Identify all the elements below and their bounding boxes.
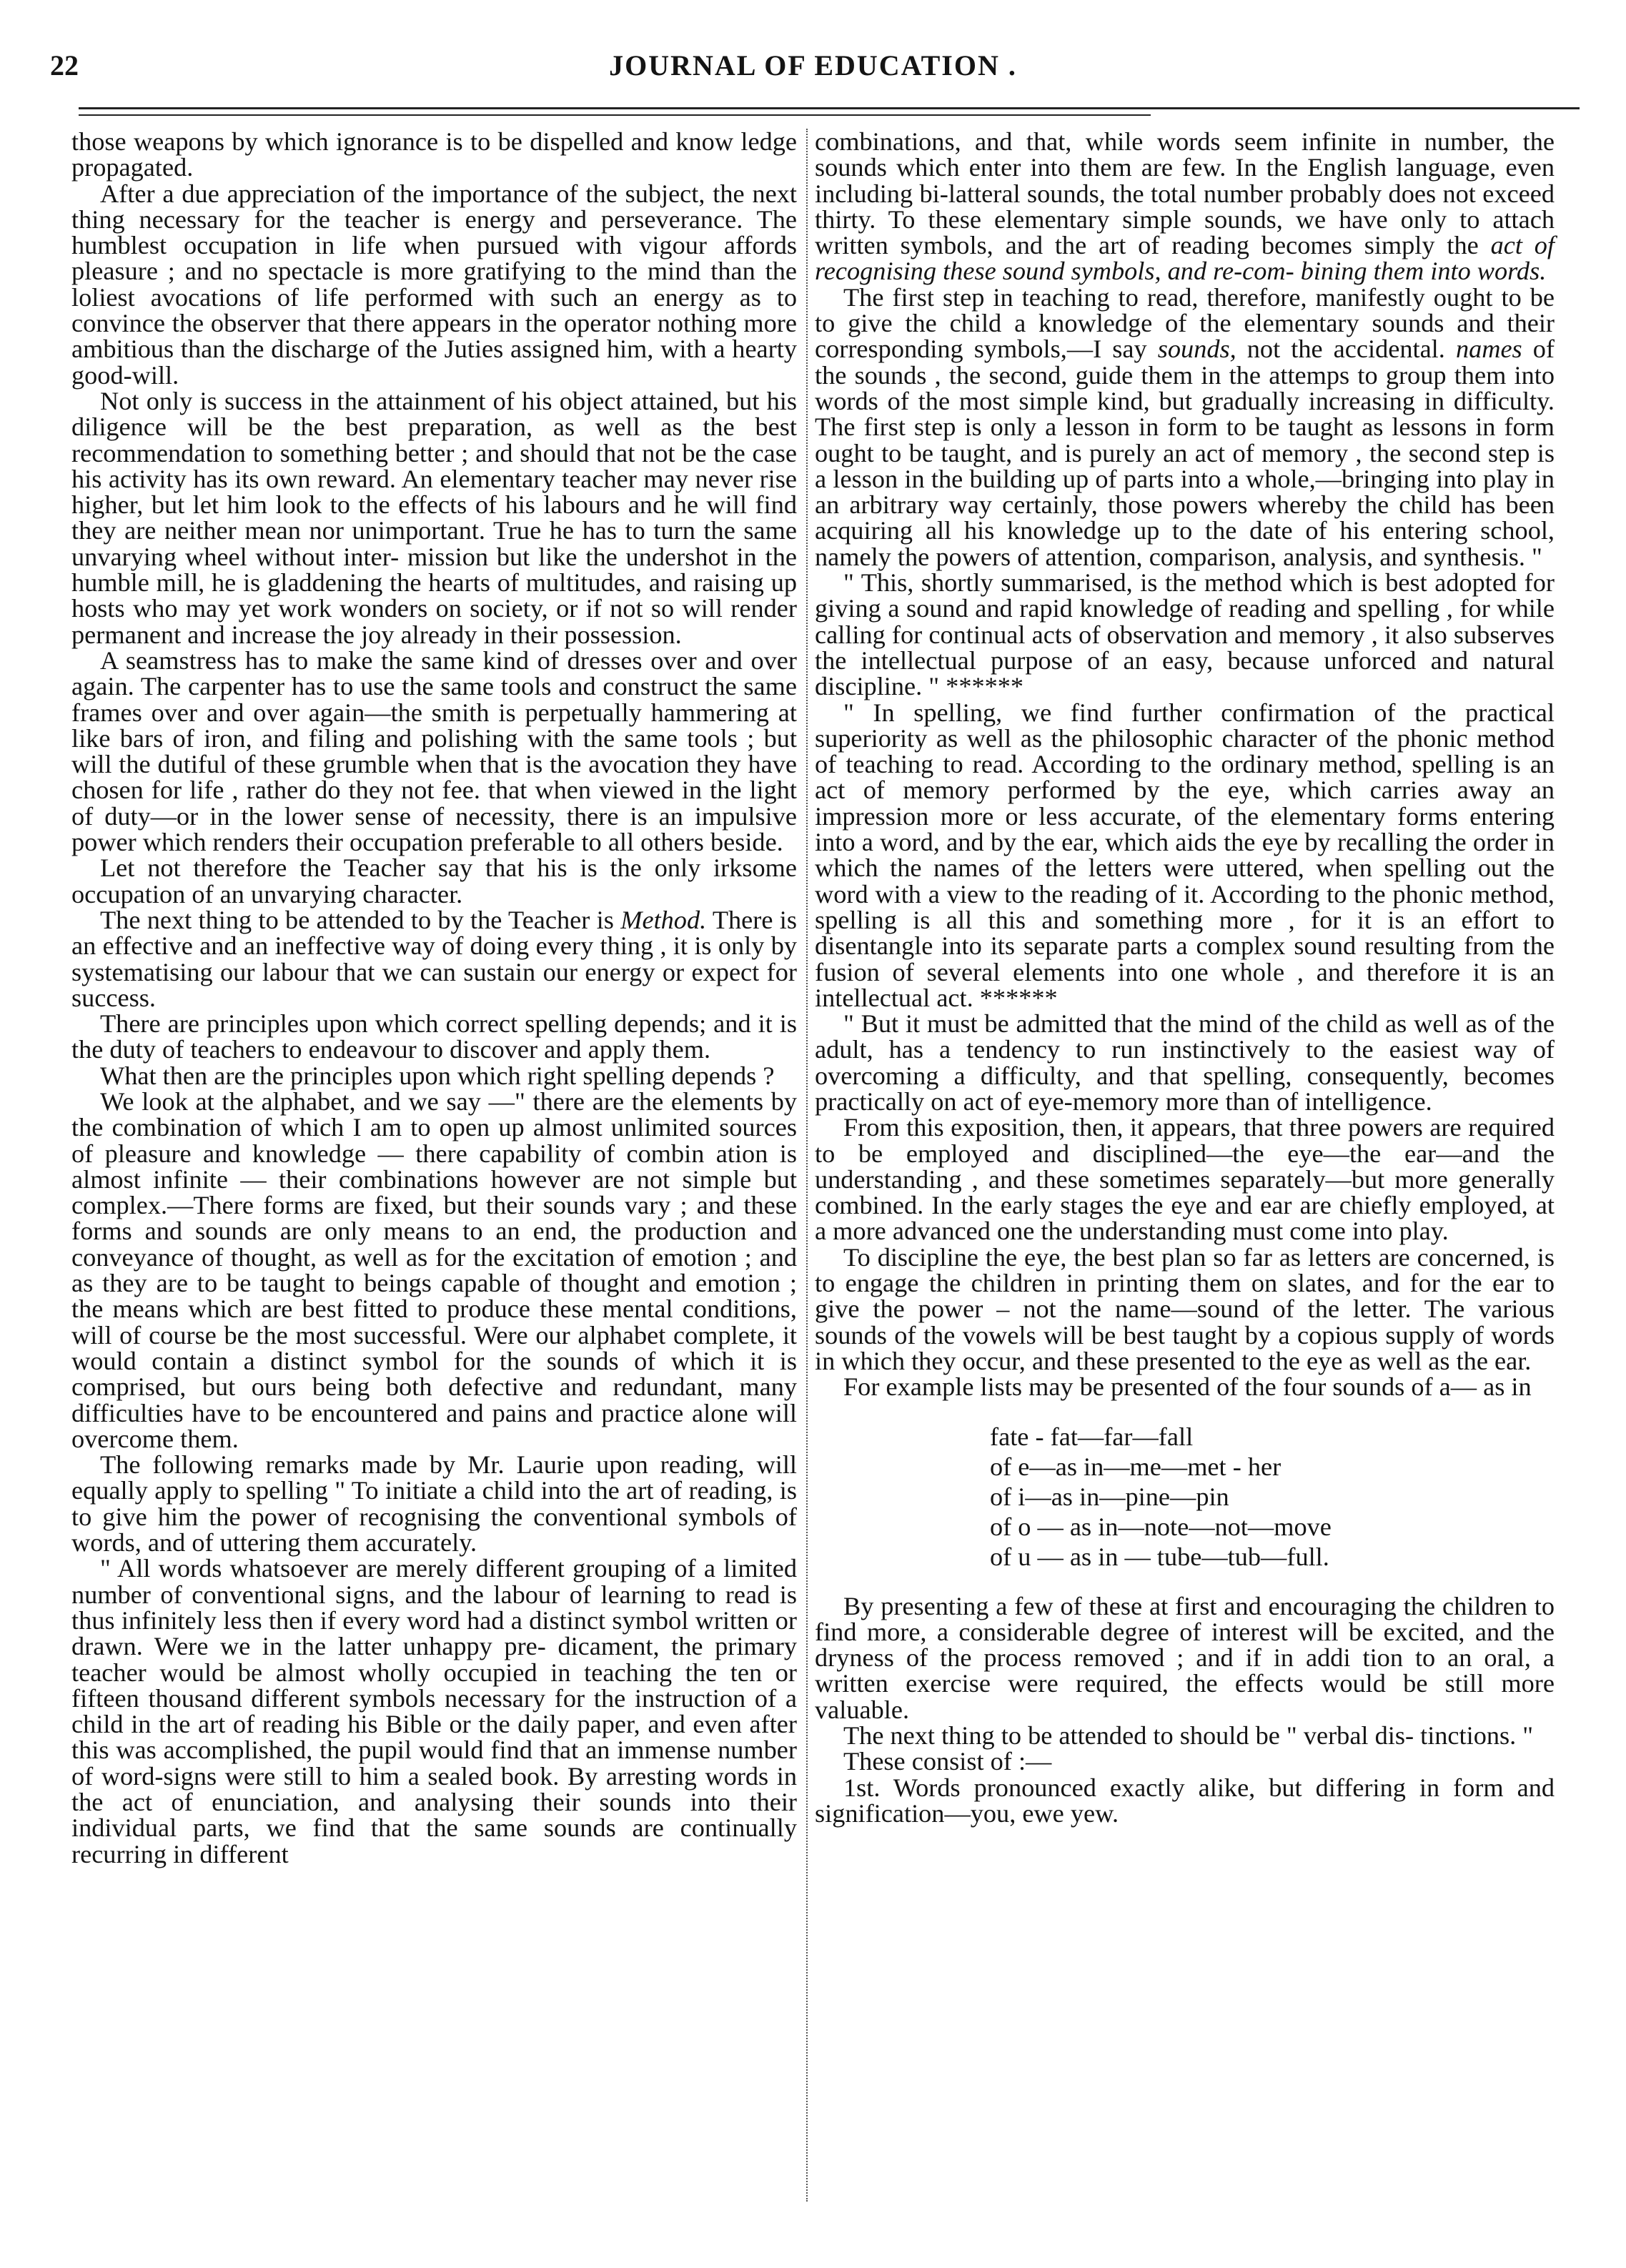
paragraph: [815, 129, 1555, 284]
list-item: of o — as in—note—not—move: [990, 1512, 1332, 1541]
emphasis: Method.: [620, 905, 707, 934]
paragraph: [815, 284, 1555, 570]
paragraph: " All words whatsoever are merely different grouping of a limited number of conventional signs, and the labour of learning to read is thus infinitely less then if every word had a distinct symbol written or drawn. Were we in the latter unhappy pre- dicament, the primary teacher would be almost wholly occupied in teaching the ten or fifteen thousand different symbols necessary for the instruction of a child in the art of reading his Bible or the daily paper, and even after this was accomplished, the pupil would find that an immense number of word-signs were still to him a sealed book. By arresting words in the act of enunciation, and analysing their sounds into their individual parts, we find that the same sounds are continually recurring in different: [71, 1554, 797, 1868]
page-header: [50, 49, 1576, 84]
paragraph: The next thing to be attended to should be " verbal dis- tinctions. ": [843, 1721, 1534, 1750]
column-divider: [806, 129, 808, 2202]
text-run: not the accidental.: [1236, 335, 1456, 364]
paragraph: Not only is success in the attainment of his object attained, but his diligence will be the best preparation, as well as the best recommendation to something better ; and should that not be the case his activity has its own reward. An elementary teacher may never rise higher, but let him look to the effects of his labours and he will find they are neither mean nor unimportant. True he has to turn the same unvarying wheel without inter- mission but like the undershot in the humble mill, he is gladdening the hearts of multitudes, and raising up hosts who may yet work wonders on society, or if not so will render permanent and increase the joy already in their possession.: [71, 386, 797, 649]
list-item: of e—as in—me—met - her: [990, 1452, 1282, 1481]
paragraph: After a due appreciation of the importance of the subject, the next thing necessary for the teacher is energy and perseverance. The humblest occupation in life when pursued with vigour affords pleasure ; and no spectacle is more gratifying to the mind than the loliest avocations of life performed with such an energy as to convince the observer that there appears in the operator nothing more ambitious than the discharge of the Juties assigned him, with a hearty good-will.: [71, 179, 797, 390]
right-column: [815, 129, 1555, 1826]
paragraph: These consist of :—: [843, 1747, 1052, 1776]
paragraph: What then are the principles upon which right spelling depends ?: [100, 1061, 775, 1090]
paragraph: We look at the alphabet, and we say —" there are the elements by the combination of which I am to open up almost unlimited sources of pleasure and knowledge — there capability of combin ation is almost infinite — their combinations however are not simple but complex.—There forms are fixed, but their sounds vary ; and these forms and sounds are only means to an end, the production and conveyance of thought, as well as for the excitation of emotion ; and as they are to be taught to beings capable of thought and emotion ; the means which are best fitted to produce these mental conditions, will of course be the most successful. Were our alphabet complete, it would contain a distinct symbol for the sounds of which it is comprised, but ours being both defective and redundant, many difficulties have to be encountered and pains and practice alone will overcome them.: [71, 1086, 797, 1453]
emphasis: sounds,: [1157, 335, 1236, 364]
text-run: The next thing to be attended to by the Teacher is: [100, 905, 621, 934]
list-item: fate - fat—far—fall: [990, 1422, 1194, 1451]
text-run: There is an effective and an ineffective way of doing every thing , it is only by systematising our labour that we can sustain our energy or expect for success.: [71, 905, 797, 1012]
text-run: of the sounds , the second, guide them in the attemps to group them into words of the most simple kind, but gradually increasing in difficulty. The first step is only a lesson in form to be taught as lessons in form ought to be taught, and is purely an act of memory , the second step is a lesson in the building up of parts into a whole,—bringing into play in an arbitrary way certainly, those powers whereby the child has been acquiring all his knowledge up to the date of his entering school, namely the powers of attention, comparison, analysis, and synthesis. ": [815, 335, 1555, 571]
list-item: of u — as in — tube—tub—full.: [990, 1542, 1329, 1571]
paragraph: There are principles upon which correct spelling depends; and it is the duty of teachers to endeavour to discover and apply them.: [71, 1009, 797, 1064]
paragraph: " In spelling, we find further confirmation of the practical superiority as well as the philosophic character of the phonic method of teaching to read. According to the ordinary method, spelling is an act of memory performed by the eye, which carries away an impression more or less accurate, of the elementary forms entering into a word, and by the ear, which aids the eye by recalling the order in which the names of the letters were uttered, when spelling out the word with a view to the reading of it. According to the phonic method, spelling is all this and something more , for it is an effort to disentangle into its separate parts a complex sound resulting from the fusion of several elements into one whole , and therefore it is an intellectual act. ******: [815, 698, 1555, 1012]
emphasis: act of recognising these sound symbols, and re-com- bining them into words.: [815, 231, 1555, 286]
header-rule-secondary: [79, 114, 1151, 116]
paragraph: 1st. Words pronounced exactly alike, but differing in form and signification—you, ewe yew.: [815, 1773, 1555, 1828]
paragraph: For example lists may be presented of the four sounds of a— as in: [843, 1372, 1532, 1402]
paragraph: To discipline the eye, the best plan so far as letters are concerned, is to engage the children in printing them on slates, and for the ear to give the power – not the name—sound of the letter. The various sounds of the vowels will be best taught by a copious supply of words in which they occur, and these presented to the eye as well as the ear.: [815, 1242, 1555, 1375]
page-number: 22: [50, 49, 79, 81]
vowel-sound-list: [990, 1422, 1555, 1572]
paragraph: A seamstress has to make the same kind of dresses over and over again. The carpenter has to use the same tools and construct the same frames over and over again—the smith is perpetually hammering at like bars of iron, and filing and polishing with the same tools ; but will the dutiful of these grumble when that is the avocation they have chosen for life , rather do they not fee. that when viewed in the light of duty—or in the lower sense of necessity, there is an impulsive power which renders their occupation preferable to all others beside.: [71, 645, 797, 857]
text-run: combinations, and that, while words seem infinite in number, the sounds which enter into them are few. In the English language, even including bi-latteral sounds, the total number probably does not exceed thirty. To these elementary simple sounds, we have only to attach written symbols, and the art of reading becomes simply the: [815, 127, 1555, 260]
paragraph: " This, shortly summarised, is the method which is best adopted for giving a sound and rapid knowledge of reading and spelling , for while calling for continual acts of observation and memory , it also subserves the intellectual purpose of an easy, because unforced and natural discipline. " ******: [815, 568, 1555, 701]
list-item: of i—as in—pine—pin: [990, 1482, 1229, 1511]
paragraph: [71, 907, 797, 1011]
paragraph: those weapons by which ignorance is to be dispelled and know ledge propagated.: [71, 127, 797, 182]
paragraph: From this exposition, then, it appears, that three powers are required to be employed and disciplined—the eye—the ear—and the understanding , and these sometimes separately—but more generally combined. In the early stages the eye and ear are chiefly employed, at a more advanced one the understanding must come into play.: [815, 1113, 1555, 1246]
left-column: [71, 129, 797, 1867]
paragraph: By presenting a few of these at first and encouraging the children to find more, a considerable degree of interest will be excited, and the dryness of the process removed ; and if in addi tion to an oral, a written exercise were required, the effects would be still more valuable.: [815, 1591, 1555, 1724]
paragraph: The following remarks made by Mr. Laurie upon reading, will equally apply to spelling " To initiate a child into the art of reading, is to give him the power of recognising the conventional symbols of words, and of uttering them accurately.: [71, 1450, 797, 1558]
paragraph: " But it must be admitted that the mind of the child as well as of the adult, has a tendency to run instinctively to the easiest way of overcoming a difficulty, and that spelling, consequently, becomes practically on act of eye-memory more than of intelligence.: [815, 1009, 1555, 1116]
text-run: The first step in teaching to read, therefore, manifestly ought to be to give the child a knowledge of the elementary sounds and their corresponding symbols,—I say: [815, 282, 1555, 364]
header-rule: [79, 107, 1580, 109]
emphasis: names: [1455, 335, 1522, 364]
paragraph: Let not therefore the Teacher say that his is the only irksome occupation of an unvarying character.: [71, 853, 797, 908]
running-title: JOURNAL OF EDUCATION .: [609, 49, 1017, 81]
